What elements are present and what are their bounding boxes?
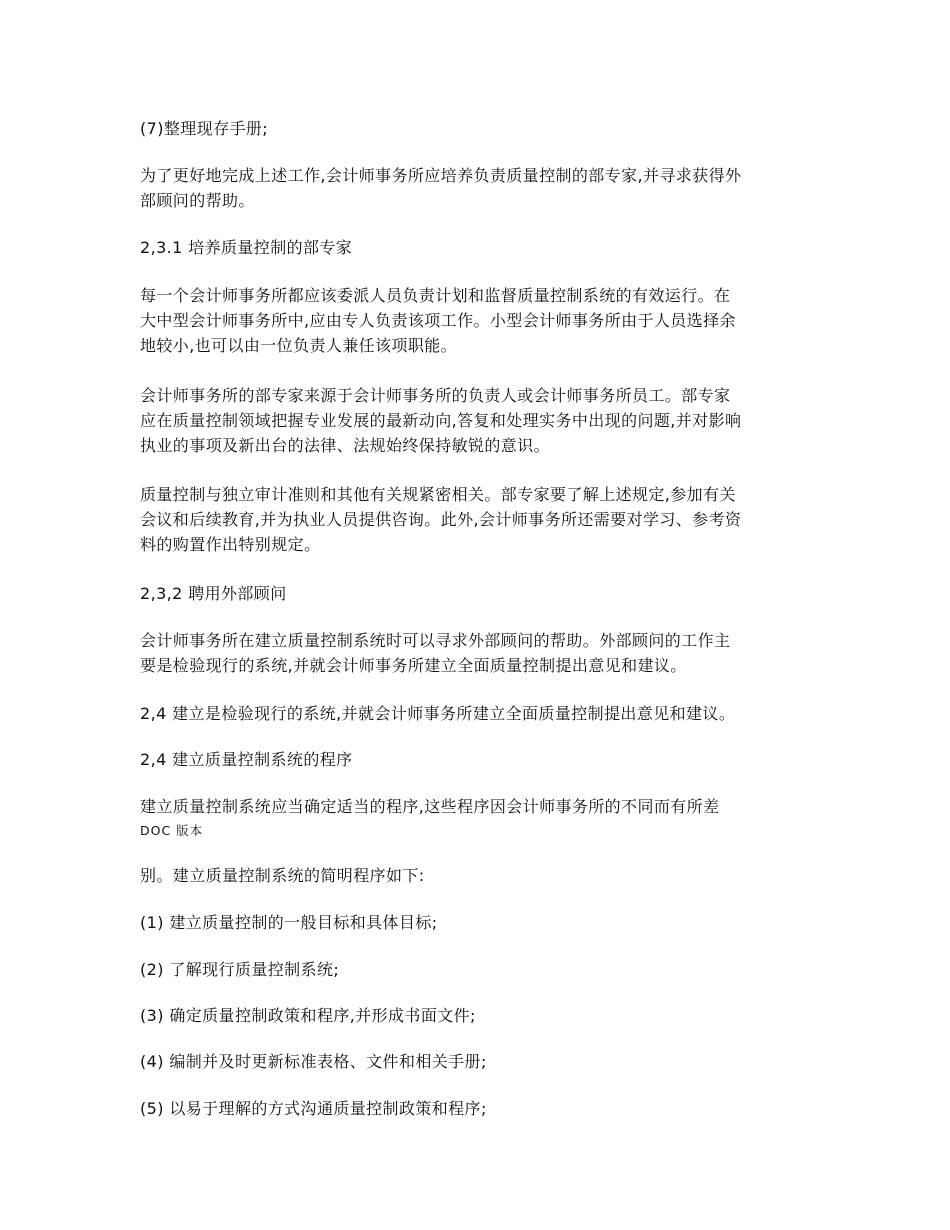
text-line: 要是检验现行的系统,并就会计师事务所建立全面质量控制提出意见和建议。: [140, 656, 687, 675]
text-line: 应在质量控制领域把握专业发展的最新动向,答复和处理实务中出现的问题,并对影响: [140, 411, 742, 430]
text-line: (5) 以易于理解的方式沟通质量控制政策和程序;: [140, 1099, 487, 1118]
section-heading-2-3-2: [140, 581, 820, 606]
list-item-5: [140, 1096, 820, 1121]
text-line: 大中型会计师事务所中,应由专人负责该项工作。小型会计师事务所由于人员选择余: [140, 311, 736, 330]
paragraph-internal-expert: [140, 383, 820, 458]
text-line: 2,3.1 培养质量控制的部专家: [140, 238, 353, 257]
list-item-1: [140, 910, 820, 935]
text-line: 建立质量控制系统应当确定适当的程序,这些程序因会计师事务所的不同而有所差: [140, 797, 720, 816]
text-line: (7)整理现存手册;: [140, 119, 269, 138]
list-item-2: [140, 957, 820, 982]
text-line: 2,4 建立是检验现行的系统,并就会计师事务所建立全面质量控制提出意见和建议。: [140, 704, 736, 723]
paragraph-2-4-repeat: [140, 701, 820, 726]
paragraph-intro: [140, 163, 820, 213]
text-line: 会计师事务所的部专家来源于会计师事务所的负责人或会计师事务所员工。部专家: [140, 386, 731, 405]
section-heading-2-4: [140, 747, 820, 772]
text-line: 2,4 建立质量控制系统的程序: [140, 750, 353, 769]
text-line: 料的购置作出特别规定。: [140, 535, 321, 554]
text-line: 质量控制与独立审计准则和其他有关规紧密相关。部专家要了解上述规定,参加有关: [140, 485, 736, 504]
text-line: 执业的事项及新出台的法律、法规始终保持敏锐的意识。: [140, 436, 551, 455]
doc-version-label: DOC 版本: [140, 823, 204, 838]
text-line: 会议和后续教育,并为执业人员提供咨询。此外,会计师事务所还需要对学习、参考资: [140, 510, 742, 529]
text-line: (1) 建立质量控制的一般目标和具体目标;: [140, 913, 438, 932]
text-line: (3) 确定质量控制政策和程序,并形成书面文件;: [140, 1006, 476, 1025]
paragraph-procedure-part2: [140, 863, 820, 888]
text-line: 地较小,也可以由一位负责人兼任该项职能。: [140, 336, 458, 355]
list-item-3: [140, 1003, 820, 1028]
text-line: 别。建立质量控制系统的简明程序如下:: [140, 866, 425, 885]
text-line: 为了更好地完成上述工作,会计师事务所应培养负责质量控制的部专家,并寻求获得外: [140, 166, 742, 185]
paragraph-standards: [140, 482, 820, 557]
text-line: 2,3,2 聘用外部顾问: [140, 584, 287, 603]
text-line: 会计师事务所在建立质量控制系统时可以寻求外部顾问的帮助。外部顾问的工作主: [140, 631, 731, 650]
list-item-4: [140, 1049, 820, 1074]
text-line: 部顾问的帮助。: [140, 191, 255, 210]
section-heading-2-3-1: [140, 235, 820, 260]
paragraph-delegate: [140, 283, 820, 358]
paragraph-item-7: [140, 116, 820, 141]
text-line: 每一个会计师事务所都应该委派人员负责计划和监督质量控制系统的有效运行。在: [140, 286, 731, 305]
text-line: (2) 了解现行质量控制系统;: [140, 960, 340, 979]
paragraph-external-consultant: [140, 628, 820, 678]
paragraph-procedure-part1: [140, 794, 820, 819]
text-line: (4) 编制并及时更新标准表格、文件和相关手册;: [140, 1052, 487, 1071]
